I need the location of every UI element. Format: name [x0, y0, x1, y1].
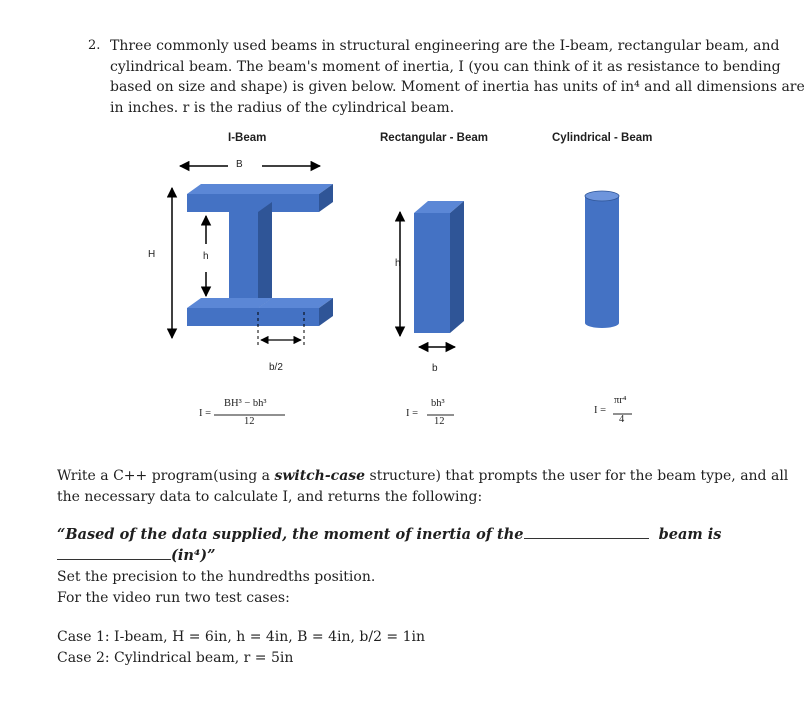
- task-line-1: Write a C++ program(using a switch-case structure) that prompts the user for the beam type, and all: [57, 468, 789, 484]
- rect-label-b: b: [432, 363, 438, 374]
- precision-note: Set the precision to the hundredths position.: [57, 569, 376, 585]
- ibeam-label-H: H: [148, 249, 156, 260]
- ibeam-formula-denominator: 12: [244, 416, 255, 427]
- rect-beam-shape: [414, 201, 464, 333]
- ibeam-formula-numerator: BH³ − bh³: [224, 398, 267, 409]
- intro-line: Three commonly used beams in structural engineering are the I-beam, rectangular beam, and: [110, 38, 780, 54]
- cyl-formula-denominator: 4: [619, 414, 625, 425]
- intro-line: in inches. r is the radius of the cylindrical beam.: [110, 99, 455, 116]
- cyl-beam-shape: [585, 191, 619, 328]
- cyl-formula-lhs: I =: [594, 405, 607, 416]
- output-quote-line-1: [57, 526, 721, 543]
- task-paragraph: [57, 466, 789, 508]
- intro-line: cylindrical beam. The beam's moment of inertia, I (you can think of it as resistance to bending: [110, 58, 781, 75]
- rect-formula-denominator: 12: [434, 416, 445, 427]
- rect-label-h: h: [395, 258, 401, 269]
- output-quote-line-2: [57, 547, 215, 564]
- cyl-beam-title: Cylindrical - Beam: [552, 132, 653, 144]
- test-case-2: Case 2: Cylindrical beam, r = 5in: [57, 650, 294, 666]
- ibeam-label-h: h: [203, 251, 209, 262]
- test-case-1: Case 1: I-beam, H = 6in, h = 4in, B = 4in, b/2 = 1in: [57, 629, 426, 645]
- rect-formula-lhs: I =: [406, 408, 419, 419]
- ibeam-formula-lhs: I =: [199, 408, 212, 419]
- switch-case-emphasis: switch-case: [274, 468, 366, 484]
- question-number: 2.: [88, 38, 101, 53]
- ibeam-shape: [187, 184, 333, 326]
- moment-value-blank: [57, 559, 171, 560]
- output-quote-text: “Based of the data supplied, the moment of inertia of the: [57, 526, 524, 543]
- cyl-formula-numerator: πr⁴: [614, 395, 627, 406]
- video-note: For the video run two test cases:: [57, 590, 290, 606]
- rect-formula-numerator: bh³: [431, 398, 445, 409]
- beam-type-blank: [524, 538, 649, 539]
- ibeam-title: I-Beam: [228, 132, 267, 144]
- output-quote-units: (in⁴)”: [171, 547, 216, 564]
- ibeam-label-B: B: [236, 159, 243, 170]
- intro-line: based on size and shape) is given below. Moment of inertia has units of in⁴ and all dimensions are: [110, 79, 805, 95]
- ibeam-label-b2: b/2: [269, 362, 283, 373]
- output-quote-text-2: beam is: [658, 526, 722, 543]
- rect-beam-title: Rectangular - Beam: [380, 132, 489, 144]
- task-line-2: the necessary data to calculate I, and returns the following:: [57, 489, 483, 505]
